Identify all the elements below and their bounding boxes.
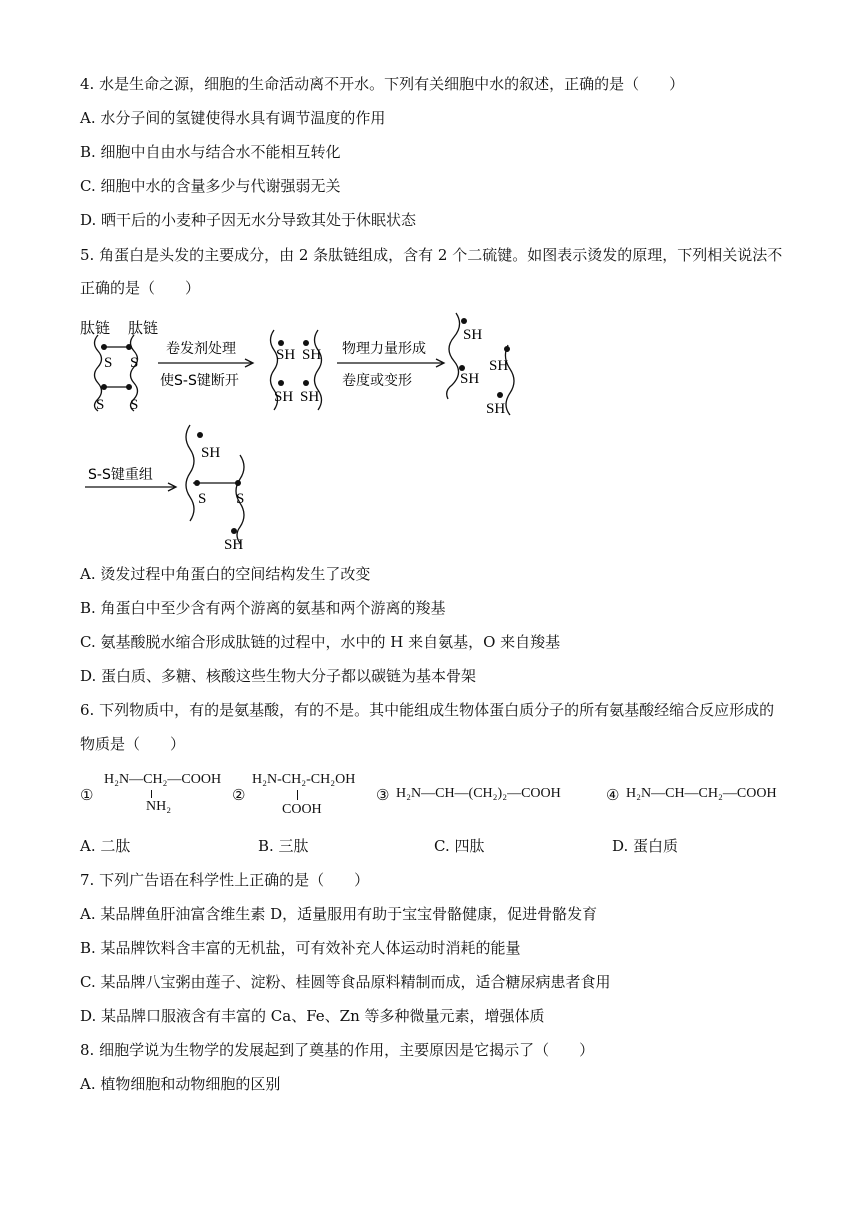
q4-option-c: C. 细胞中水的含量多少与代谢强弱无关	[80, 177, 341, 195]
q6-stem-line1: 6. 下列物质中，有的是氨基酸，有的不是。其中能组成生物体蛋白质分子的所有氨基酸经缩合反应形成的	[80, 701, 775, 719]
q4-option-d: D. 晒干后的小麦种子因无水分导致其处于休眠状态	[80, 211, 417, 229]
s-label: S	[198, 491, 207, 507]
step1-top-label: 卷发剂处理	[166, 341, 236, 357]
s-label: S	[96, 397, 105, 413]
sh-label: SH	[489, 358, 509, 374]
substance-4-number: ④	[606, 788, 620, 804]
q7-stem: 7. 下列广告语在科学性上正确的是（ ）	[80, 871, 370, 889]
chain-label-1: 肽链	[80, 319, 111, 337]
q7-option-a: A. 某品牌鱼肝油富含维生素 D，适量服用有助于宝宝骨骼健康，促进骨骼发育	[80, 905, 598, 923]
substance-1-group: NH₂	[146, 799, 172, 814]
sh-label: SH	[201, 445, 221, 461]
q8-option-a: A. 植物细胞和动物细胞的区别	[80, 1075, 281, 1093]
substance-3-formula: H₂N—CH—(CH₂)₂—COOH	[396, 786, 561, 801]
sh-label: SH	[302, 347, 322, 363]
q4-stem: 4. 水是生命之源，细胞的生命活动离不开水。下列有关细胞中水的叙述，正确的是（ ）	[80, 75, 685, 93]
step2-top-label: 物理力量形成	[342, 341, 426, 357]
sh-label: SH	[276, 347, 296, 363]
s-label: S	[130, 355, 139, 371]
chain-label-2: 肽链	[128, 319, 159, 337]
q5-option-d: D. 蛋白质、多糖、核酸这些生物大分子都以碳链为基本骨架	[80, 667, 477, 685]
sh-label: SH	[463, 327, 483, 343]
q5-option-a: A. 烫发过程中角蛋白的空间结构发生了改变	[80, 565, 371, 583]
q6-option-c: C. 四肽	[434, 837, 485, 855]
step3-label: S-S键重组	[88, 467, 153, 483]
s-label: S	[104, 355, 113, 371]
sh-label: SH	[300, 389, 320, 405]
s-label: S	[236, 491, 245, 507]
step2-bottom-label: 卷度或变形	[342, 373, 412, 389]
q5-option-b: B. 角蛋白中至少含有两个游离的氨基和两个游离的羧基	[80, 599, 446, 617]
step1-bottom-label: 使S-S键断开	[160, 373, 239, 389]
sh-label: SH	[274, 389, 294, 405]
substance-2-group: COOH	[282, 802, 322, 817]
bond-line	[151, 790, 152, 798]
substance-2-formula: H₂N-CH₂-CH₂OH	[252, 772, 356, 787]
substance-3-number: ③	[376, 788, 390, 804]
q5-option-c: C. 氨基酸脱水缩合形成肽链的过程中，水中的 H 来自氨基，O 来自羧基	[80, 633, 561, 651]
q6-option-a: A. 二肽	[80, 837, 131, 855]
q8-stem: 8. 细胞学说为生物学的发展起到了奠基的作用，主要原因是它揭示了（ ）	[80, 1041, 595, 1059]
substance-4-formula: H₂N—CH—CH₂—COOH	[626, 786, 777, 801]
q7-option-b: B. 某品牌饮料含丰富的无机盐，可有效补充人体运动时消耗的能量	[80, 939, 521, 957]
q5-stem-line2: 正确的是（ ）	[80, 279, 201, 297]
q6-option-b: B. 三肽	[258, 837, 309, 855]
q7-option-c: C. 某品牌八宝粥由莲子、淀粉、桂圆等食品原料精制而成，适合糖尿病患者食用	[80, 973, 611, 991]
sh-label: SH	[486, 401, 506, 417]
q6-stem-line2: 物质是（ ）	[80, 735, 186, 753]
s-label: S	[130, 397, 139, 413]
q4-option-a: A. 水分子间的氢键使得水具有调节温度的作用	[80, 109, 386, 127]
perm-diagram	[0, 305, 868, 585]
q6-option-d: D. 蛋白质	[612, 837, 679, 855]
q5-stem-line1: 5. 角蛋白是头发的主要成分，由 2 条肽链组成，含有 2 个二硫键。如图表示烫发的原理，下列相关说法不	[80, 246, 783, 264]
substance-2-number: ②	[232, 788, 246, 804]
q7-option-d: D. 某品牌口服液含有丰富的 Ca、Fe、Zn 等多种微量元素，增强体质	[80, 1007, 545, 1025]
substance-1-number: ①	[80, 788, 94, 804]
bond-line	[297, 790, 298, 800]
q4-option-b: B. 细胞中自由水与结合水不能相互转化	[80, 143, 341, 161]
sh-label: SH	[460, 371, 480, 387]
sh-label: SH	[224, 537, 244, 553]
substance-1-formula: H₂N—CH₂—COOH	[104, 772, 222, 787]
